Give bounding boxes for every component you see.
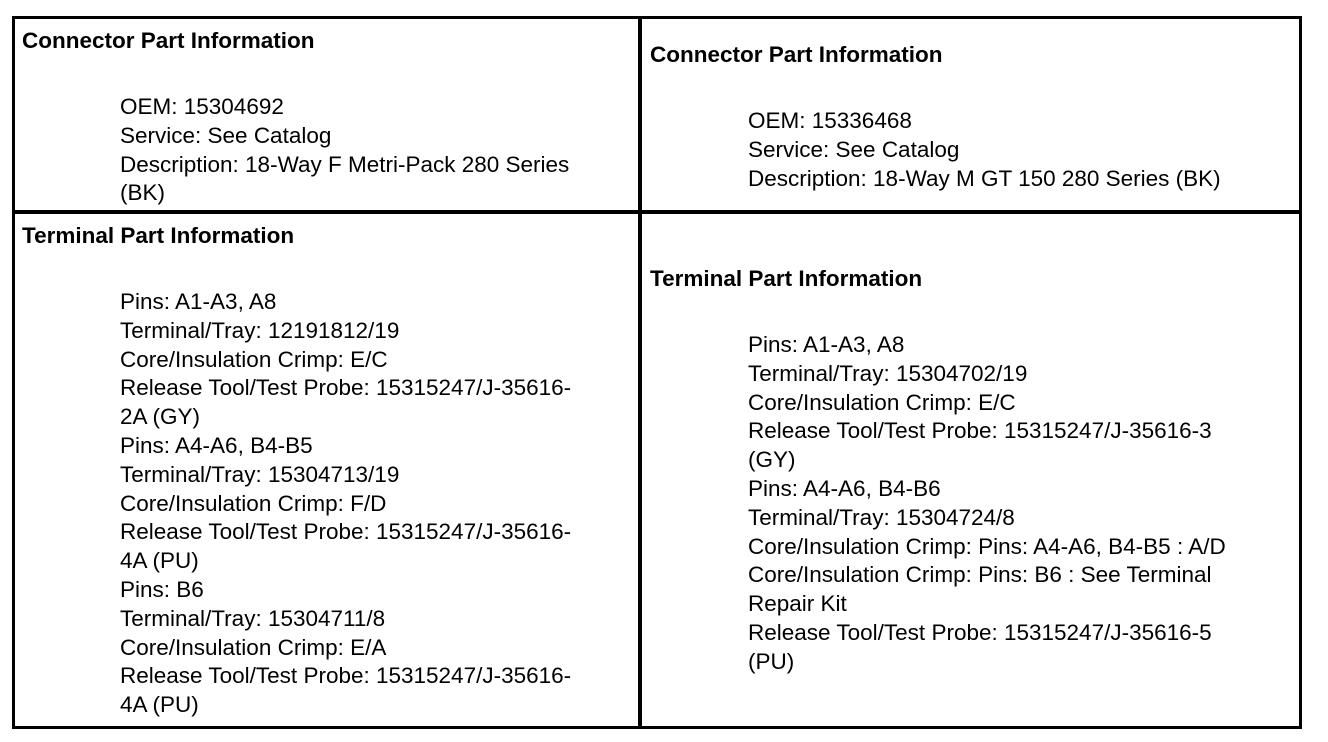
connector-info-cell-right	[650, 40, 1290, 193]
terminal-line: Pins: A4-A6, B4-B6	[748, 475, 941, 501]
terminal-line: Repair Kit	[748, 591, 847, 617]
terminal-line: Release Tool/Test Probe: 15315247/J-35616-	[120, 519, 572, 545]
terminal-info-cell-right	[650, 264, 1290, 677]
terminal-heading-left: Terminal Part Information	[22, 223, 295, 248]
table-column-divider	[638, 16, 642, 729]
connector-description-right: Description: 18-Way M GT 150 280 Series (BK)	[748, 165, 1221, 191]
terminal-line: Terminal/Tray: 15304713/19	[120, 461, 400, 487]
terminal-line: Release Tool/Test Probe: 15315247/J-35616-3	[748, 418, 1212, 444]
connector-lines-right	[748, 107, 1288, 193]
terminal-line: Pins: A1-A3, A8	[748, 332, 905, 357]
connector-service-left: Service: See Catalog	[120, 122, 332, 148]
terminal-line: Core/Insulation Crimp: E/C	[120, 346, 388, 372]
connector-lines-left	[120, 93, 632, 208]
terminal-line: Core/Insulation Crimp: Pins: B6 : See Terminal	[748, 562, 1212, 588]
terminal-line: Core/Insulation Crimp: Pins: A4-A6, B4-B5 : A/D	[748, 533, 1226, 559]
terminal-line: (PU)	[748, 648, 795, 674]
terminal-line: 4A (PU)	[120, 548, 199, 574]
terminal-line: Pins: A1-A3, A8	[120, 289, 277, 314]
terminal-line: Terminal/Tray: 15304711/8	[120, 605, 386, 631]
terminal-line: Terminal/Tray: 15304724/8	[748, 504, 1015, 530]
terminal-line: Core/Insulation Crimp: E/C	[748, 389, 1016, 415]
terminal-line: 4A (PU)	[120, 692, 199, 718]
connector-heading-left: Connector Part Information	[22, 28, 315, 53]
connector-oem-right: OEM: 15336468	[748, 108, 912, 133]
connector-service-right: Service: See Catalog	[748, 136, 960, 162]
terminal-line: Core/Insulation Crimp: F/D	[120, 490, 387, 516]
terminal-heading-right: Terminal Part Information	[650, 266, 923, 291]
terminal-lines-right	[748, 331, 1288, 677]
terminal-info-cell-left	[22, 221, 634, 720]
table-row-divider	[12, 210, 1302, 214]
connector-heading-right: Connector Part Information	[650, 42, 943, 67]
terminal-line: (GY)	[748, 447, 796, 473]
terminal-line: Pins: B6	[120, 576, 204, 602]
terminal-line: Terminal/Tray: 12191812/19	[120, 317, 400, 343]
terminal-line: Release Tool/Test Probe: 15315247/J-35616-	[120, 663, 572, 689]
terminal-line: Release Tool/Test Probe: 15315247/J-35616-5	[748, 619, 1212, 645]
connector-info-cell-left	[22, 26, 634, 208]
terminal-line: Pins: A4-A6, B4-B5	[120, 432, 313, 458]
connector-description-left-cont: (BK)	[120, 180, 165, 206]
connector-description-left: Description: 18-Way F Metri-Pack 280 Series	[120, 151, 570, 177]
terminal-line: 2A (GY)	[120, 404, 201, 430]
terminal-line: Core/Insulation Crimp: E/A	[120, 634, 387, 660]
connector-oem-left: OEM: 15304692	[120, 94, 284, 119]
terminal-lines-left	[120, 288, 632, 720]
terminal-line: Terminal/Tray: 15304702/19	[748, 360, 1028, 386]
terminal-line: Release Tool/Test Probe: 15315247/J-35616-	[120, 375, 572, 401]
